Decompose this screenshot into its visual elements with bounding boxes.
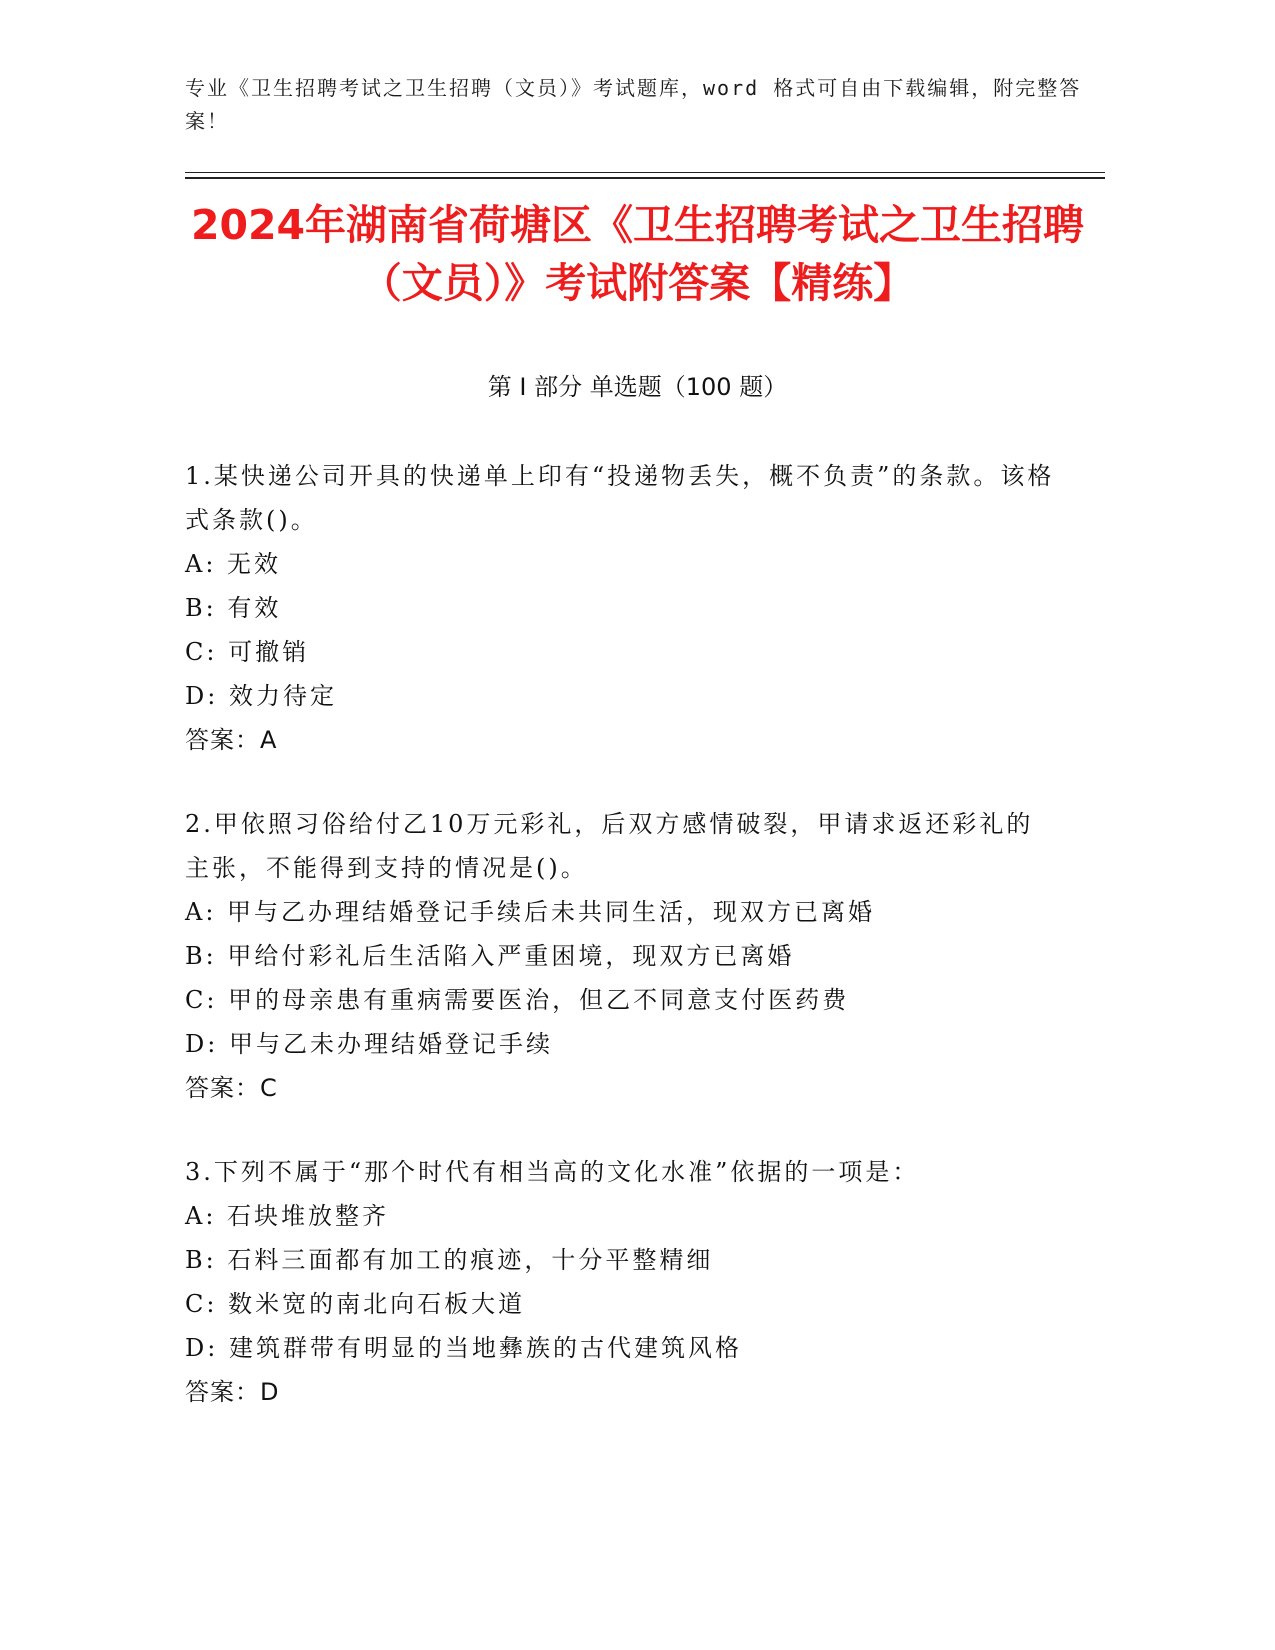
option-d: D: 效力待定 [185,682,337,710]
section-title: 第 I 部分 单选题（100 题） [487,373,788,401]
option-b: B: 有效 [185,594,282,622]
option-a: A: 甲与乙办理结婚登记手续后未共同生活，现双方已离婚 [185,898,876,926]
header-divider-thin [185,172,1105,173]
document-title: 2024年湖南省荷塘区《卫生招聘考试之卫生招聘（文员）》考试附答案【精练】 [190,201,1085,307]
answer: 答案：D [185,1378,280,1406]
option-c: C: 可撤销 [185,638,310,666]
option-d: D: 甲与乙未办理结婚登记手续 [185,1030,553,1058]
answer: 答案：C [185,1074,278,1102]
header-note: 专业《卫生招聘考试之卫生招聘（文员）》考试题库，word 格式可自由下载编辑，附完整答案！ [185,76,1082,133]
option-d: D: 建筑群带有明显的当地彝族的古代建筑风格 [185,1334,742,1362]
option-b: B: 石料三面都有加工的痕迹，十分平整精细 [185,1246,714,1274]
answer: 答案：A [185,726,278,754]
question-3 [185,1150,1055,1414]
header-divider-thick [185,177,1105,179]
question-stem: 2.甲依照习俗给付乙10万元彩礼，后双方感情破裂，甲请求返还彩礼的主张，不能得到支持的情况是()。 [185,810,1034,882]
question-1 [185,454,1055,762]
question-stem: 1.某快递公司开具的快递单上印有“投递物丢失，概不负责”的条款。该格式条款()。 [185,462,1055,534]
question-2 [185,802,1055,1110]
option-c: C: 甲的母亲患有重病需要医治，但乙不同意支付医药费 [185,986,850,1014]
option-b: B: 甲给付彩礼后生活陷入严重困境，现双方已离婚 [185,942,795,970]
option-c: C: 数米宽的南北向石板大道 [185,1290,526,1318]
question-stem: 3.下列不属于“那个时代有相当高的文化水准”依据的一项是： [185,1158,920,1186]
option-a: A: 石块堆放整齐 [185,1202,390,1230]
option-a: A: 无效 [185,550,282,578]
